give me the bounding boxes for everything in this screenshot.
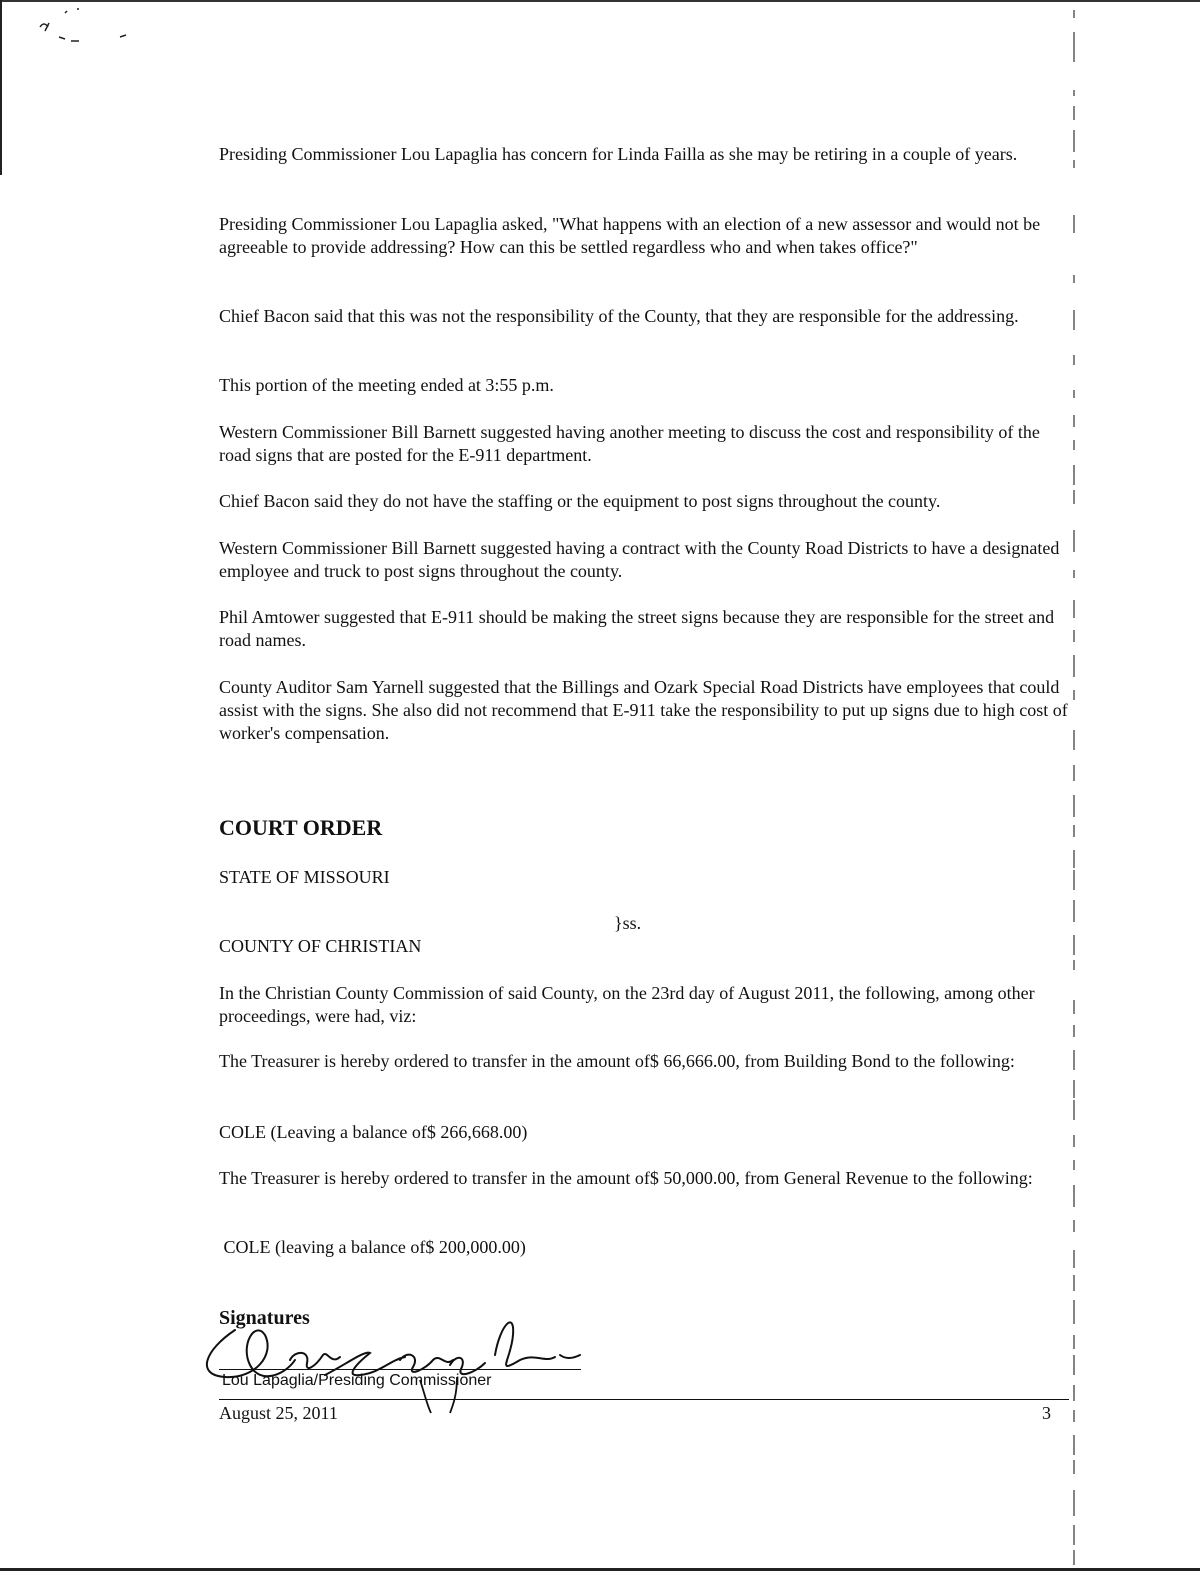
paragraph-barnett-meeting: Western Commissioner Bill Barnett suggested having another meeting to discuss the cost and responsibility of the road signs that are posted for the E-911 department. — [219, 422, 1040, 465]
paragraph-lapaglia-concern: Presiding Commissioner Lou Lapaglia has concern for Linda Failla as she may be retiring in a couple of years. — [219, 144, 1018, 164]
signature-line — [219, 1369, 581, 1370]
court-order-heading: COURT ORDER — [219, 815, 383, 840]
cole-balance-1: COLE (Leaving a balance of$ 266,668.00) — [219, 1122, 528, 1142]
footer-date: August 25, 2011 — [219, 1403, 338, 1423]
transfer-general-revenue: The Treasurer is hereby ordered to transfer in the amount of$ 50,000.00, from General Revenue to the following: — [219, 1168, 1033, 1188]
county-line: COUNTY OF CHRISTIAN — [219, 936, 422, 956]
paragraph-bacon-staffing: Chief Bacon said they do not have the staffing or the equipment to post signs throughout the county. — [219, 491, 941, 511]
page-number: 3 — [1042, 1403, 1051, 1423]
scan-speck-marks — [35, 5, 135, 45]
scan-right-edge-dashes — [1071, 10, 1077, 1565]
cole-balance-2: COLE (leaving a balance of$ 200,000.00) — [219, 1237, 526, 1257]
scan-edge-left — [0, 0, 2, 175]
paragraph-meeting-ended: This portion of the meeting ended at 3:55 p.m. — [219, 375, 554, 395]
scan-edge-top — [0, 0, 1200, 2]
ss-mark: }ss. — [614, 913, 642, 933]
paragraph-amtower-signs: Phil Amtower suggested that E-911 should be making the street signs because they are responsible for the street and road names. — [219, 607, 1055, 650]
transfer-building-bond: The Treasurer is hereby ordered to transfer in the amount of$ 66,666.00, from Building Bond to the following: — [219, 1051, 1015, 1071]
paragraph-lapaglia-question: Presiding Commissioner Lou Lapaglia asked, "What happens with an election of a new assessor and would not be agreeable to provide addressing? How can this be settled regardless who and when takes office?" — [219, 214, 1041, 257]
signer-name: Lou Lapaglia/Presiding Commissioner — [222, 1372, 492, 1389]
footer-rule — [219, 1399, 1069, 1400]
state-line: STATE OF MISSOURI — [219, 867, 390, 887]
signatures-heading: Signatures — [219, 1307, 310, 1329]
court-order-intro: In the Christian County Commission of said County, on the 23rd day of August 2011, the following, among other proceedings, were had, viz: — [219, 983, 1035, 1026]
paragraph-yarnell-suggestion: County Auditor Sam Yarnell suggested that the Billings and Ozark Special Road Districts have employees that could assist with the signs. She also did not recommend that E-911 take the responsibility to put up signs due to high cost of worker's compensation. — [219, 677, 1068, 743]
paragraph-barnett-contract: Western Commissioner Bill Barnett suggested having a contract with the County Road Districts to have a designated employee and truck to post signs throughout the county. — [219, 538, 1060, 581]
paragraph-bacon-responsibility: Chief Bacon said that this was not the responsibility of the County, that they are responsible for the addressing. — [219, 306, 1019, 326]
